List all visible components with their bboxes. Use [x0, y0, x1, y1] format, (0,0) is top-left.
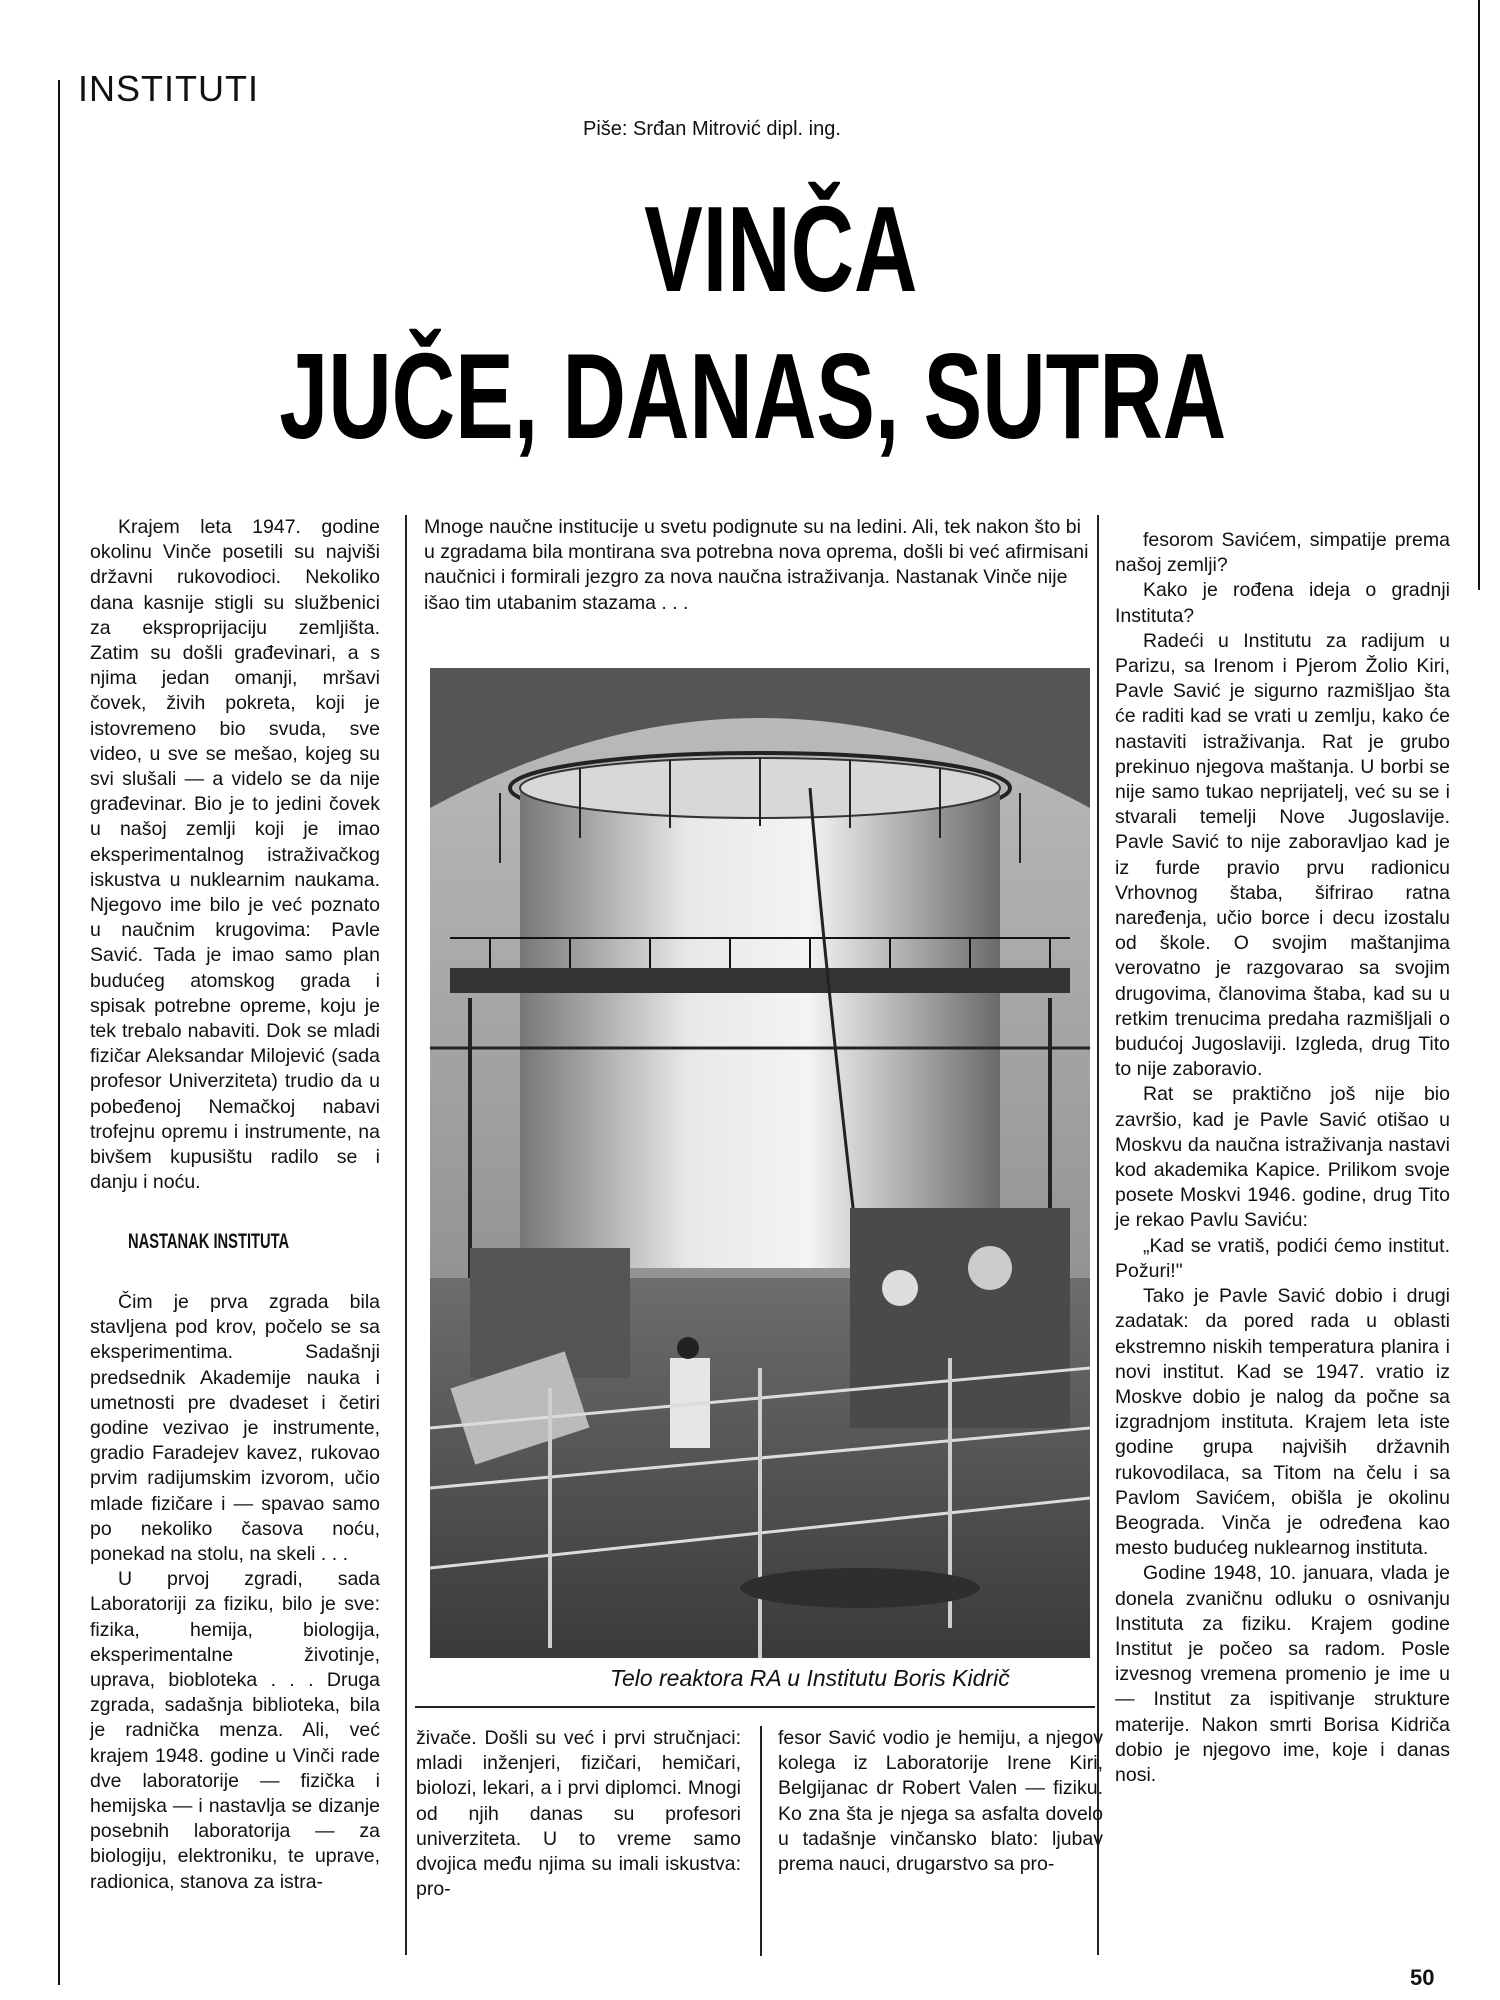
paragraph: fesor Savić vodio je hemiju, a njegov kolega iz Laboratorije Irene Kiri, Belgijanac dr Robert Valen — fiziku. Ko zna šta je njega sa asfalta dovelo u tadašnje vinčansko blato: ljubav prema nauci, drugarstvo sa pro-	[778, 1727, 1103, 1876]
paragraph: živače. Došli su već i prvi stručnjaci: mladi inženjeri, fizičari, hemičari, biolozi, lekari, a i prvi diplomci. Mnogi od njih danas su profesori univerziteta. U to vreme samo dvojica među njima su imali iskustva: pro-	[416, 1727, 741, 1901]
column-divider	[760, 1726, 762, 1956]
column-divider	[405, 515, 407, 1955]
paragraph: Čim je prva zgrada bila stavljena pod krov, počelo se sa eksperimentima. Sadašnji predsednik Akademije nauka i umetnosti pre dvadeset i četiri godine vezivao je instrumente, gradio Faradejev kavez, rukovao prvim radijumskim izvorom, učio mlade fizičare i — spavao samo po nekoliko časova noću, ponekad na stolu, na skeli . . .	[90, 1291, 380, 1566]
quote: „Kad se vratiš, podići ćemo institut. Požuri!"	[1115, 1234, 1450, 1282]
paragraph: Mnoge naučne institucije u svetu podignute su na ledini. Ali, tek nakon što bi u zgradama bila montirana sva potrebna nova oprema, došli bi već afirmisani naučnici i formirali jezgro za nova naučna istraživanja. Nastanak Vinče nije išao tim utabanim stazama . . .	[424, 516, 1089, 614]
section-label: INSTITUTI	[78, 68, 259, 109]
left-margin-rule	[58, 80, 60, 1985]
column-2b	[778, 1726, 1103, 1877]
column-1	[90, 515, 380, 1195]
column-3	[1115, 528, 1450, 1788]
title-line-2: JUČE, DANAS, SUTRA	[279, 328, 1227, 464]
subheading: NASTANAK INSTITUTA	[128, 1230, 290, 1253]
right-margin-rule	[1478, 0, 1480, 590]
column-2a	[416, 1726, 741, 1902]
reactor-photo	[430, 668, 1090, 1658]
paragraph: U prvoj zgradi, sada Laboratoriji za fiziku, bilo je sve: fizika, hemija, biologija, eksperimentalne životinje, uprava, biobloteka . . . Druga zgrada, sadašnja biblioteka, bila je radnička menza. Ali, već krajem 1948. godine u Vinči rade dve laboratorije — fizička i hemijska — i nastavlja se dizanje posebnih laboratorija — za biologiju, elektroniku, te uprave, radionica, stanova za istra-	[90, 1568, 380, 1893]
byline: Piše: Srđan Mitrović dipl. ing.	[583, 118, 841, 140]
column-1-continued	[90, 1290, 380, 1895]
paragraph: Kako je rođena ideja o gradnji Instituta?	[1115, 579, 1450, 627]
paragraph: Krajem leta 1947. godine okolinu Vinče posetili su najviši državni rukovodioci. Nekoliko dana kasnije stigli su službenici za eksproprijaciju zemljišta. Zatim su došli građevinari, a s njima jedan omanji, mršavi čovek, živih pokreta, koji je istovremeno bio svuda, sve video, u sve se mešao, kojeg su svi slušali — a videlo se da nije građevinar. Bio je to jedini čovek u našoj zemlji koji je imao eksperimentalnog istraživačkog iskustva u nuklearnim naukama. Njegovo ime bilo je već poznato u naučnim krugovima: Pavle Savić. Tada je imao samo plan budućeg atomskog grada i spisak potrebne opreme, koju je tek trebalo nabaviti. Dok se mladi fizičar Aleksandar Milojević (sada profesor Univerziteta) trudio da u pobeđenoj Nemačkoj nabavi trofejnu opremu i instrumente, na bivšem kupusištu radilo se i danju i noću.	[90, 516, 380, 1194]
paragraph: fesorom Savićem, simpatije prema našoj zemlji?	[1115, 529, 1450, 577]
paragraph: Godine 1948, 10. januara, vlada je donela zvaničnu odluku o osnivanju Instituta za fiziku. Krajem godine Institut je počeo sa radom. Posle izvesnog vremena promenio je ime u — Institut za ispitivanje strukture materije. Nakon smrti Borisa Kidriča dobio je njegovo ime, koje i danas nosi.	[1115, 1562, 1450, 1786]
reactor-photo-illustration	[430, 668, 1090, 1658]
paragraph: Tako je Pavle Savić dobio i drugi zadatak: da pored rada u oblasti ekstremno niskih temperatura planira i novi institut. Kad se 1947. vratio iz Moskve dobio je nalog da počne sa izgradnjom instituta. Krajem leta iste godine grupa najviših državnih rukovodilaca, sa Titom na čelu i sa Pavlom Savićem, obišla je okolinu Beograda. Vinča je određena kao mesto budućeg nuklearnog instituta.	[1115, 1285, 1450, 1560]
photo-caption: Telo reaktora RA u Institutu Boris Kidrič	[610, 1665, 1010, 1691]
paragraph: Rat se praktično još nije bio završio, kad je Pavle Savić otišao u Moskvu da naučna istraživanja nastavi kod akademika Kapice. Prilikom svoje posete Moskvi 1946. godine, drug Tito je rekao Pavlu Saviću:	[1115, 1083, 1450, 1232]
title-line-1: VINČA	[644, 181, 918, 317]
caption-rule	[415, 1706, 1095, 1708]
paragraph: Radeći u Institutu za radijum u Parizu, sa Irenom i Pjerom Žolio Kiri, Pavle Savić je sigurno razmišljao šta će raditi kad se vrati u zemlju, kako će nastaviti istraživanja. Rat je grubo prekinuo njegova maštanja. U borbi se nije samo tukao neprijatelj, već su se i stvarali temelji Nove Jugoslavije. Pavle Savić to nije zaboravljao kad je iz furde pravio prvu radionicu Vrhovnog štaba, šifrirao ratna naređenja, učio borce i decu izostalu od škole. O svojim maštanjima verovatno je razgovarao sa svojim drugovima, članovima štaba, kad su u retkim trenucima predaha razmišljali o budućoj Jugoslaviji. Izgleda, drug Tito to nije zaboravio.	[1115, 629, 1450, 1081]
page-number: 50	[1410, 1965, 1435, 1990]
column-2-intro	[424, 515, 1094, 616]
